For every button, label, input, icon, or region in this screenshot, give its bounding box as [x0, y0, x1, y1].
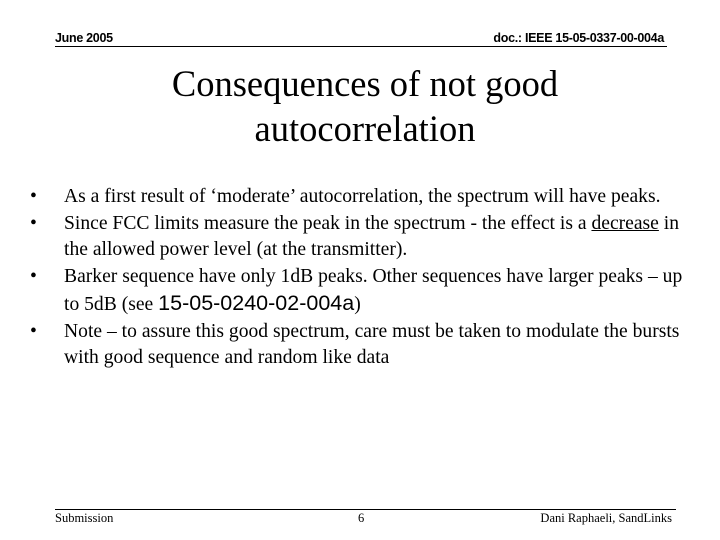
header-doc-id: doc.: IEEE 15-05-0337-00-004a	[493, 31, 664, 45]
bullet-text-3b: )	[354, 294, 361, 315]
bullet-text-2a: Since FCC limits measure the peak in the spectrum - the effect is a	[64, 212, 592, 234]
bullet-list	[30, 184, 690, 372]
bullet-item-1	[30, 184, 690, 211]
footer-page-number: 6	[358, 511, 365, 525]
bullet-text-2b: in the allowed power level (at the transmitter).	[64, 212, 680, 260]
bullet-item-3	[30, 264, 690, 319]
header-date: June 2005	[55, 31, 113, 45]
bullet-dot-icon: •	[30, 212, 37, 234]
footer-author: Dani Raphaeli, SandLinks	[540, 511, 672, 525]
bullet-item-4	[30, 319, 690, 372]
bullet-text-3a: Barker sequence have only 1dB peaks. Other sequences have larger peaks – up to 5dB (see	[64, 265, 683, 315]
bullet-text-4: Note – to assure this good spectrum, care must be taken to modulate the bursts with good sequence and random like data	[64, 320, 680, 368]
bullet-dot-icon: •	[30, 320, 37, 342]
header-rule	[55, 46, 667, 47]
bullet-text-1: As a first result of ‘moderate’ autocorrelation, the spectrum will have peaks.	[64, 186, 661, 207]
slide-title-line-1: Consequences of not good	[171, 63, 559, 104]
slide-title	[0, 61, 720, 151]
bullet-dot-icon: •	[30, 265, 37, 287]
footer-rule	[55, 509, 676, 510]
document-reference: 15-05-0240-02-004a	[158, 291, 355, 315]
footer-submission: Submission	[55, 511, 114, 525]
slide-title-line-2: autocorrelation	[254, 108, 476, 149]
bullet-item-2	[30, 211, 690, 264]
bullet-text-2-underlined: decrease	[591, 212, 659, 234]
bullet-dot-icon: •	[30, 186, 37, 207]
